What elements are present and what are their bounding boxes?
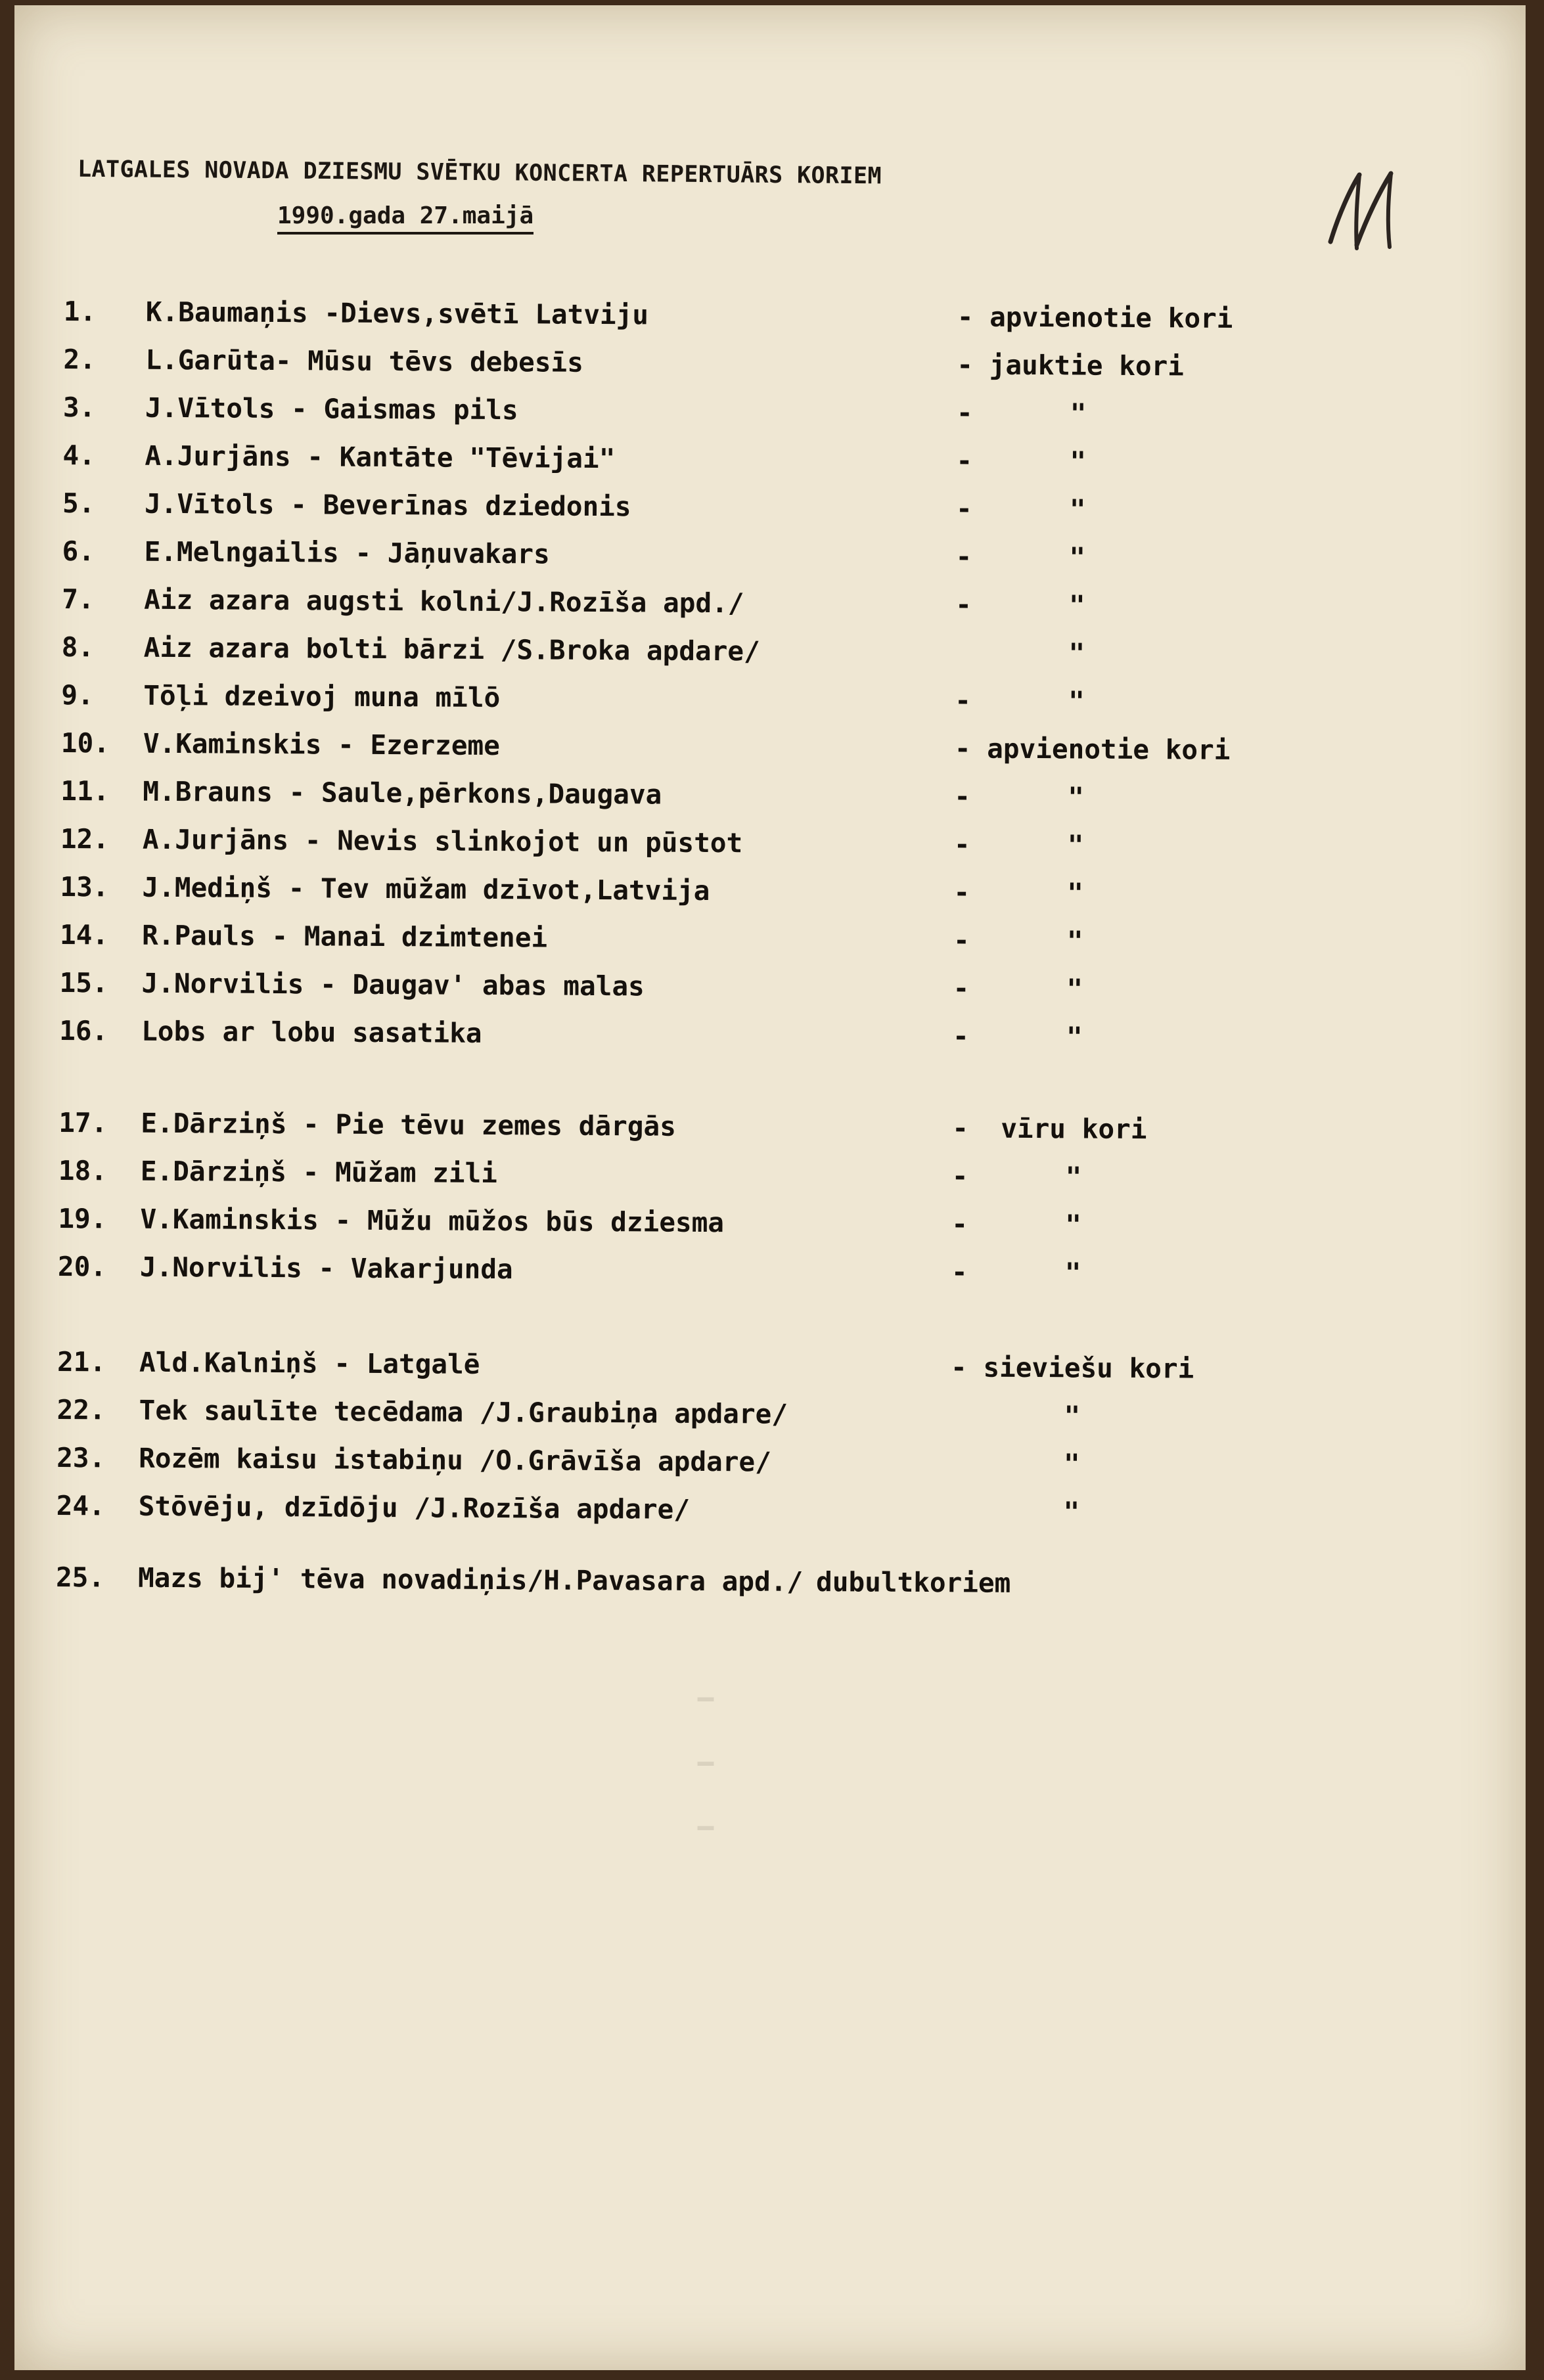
item-choir: "	[949, 1495, 1080, 1528]
item-number: 10.	[60, 727, 110, 759]
item-number: 16.	[59, 1014, 108, 1047]
item-title: Tōļi dzeivoj muna mīlō	[143, 679, 501, 714]
item-number: 1.	[63, 296, 97, 328]
list-item	[58, 1155, 1471, 1211]
list-item	[64, 296, 1476, 352]
item-number: 21.	[57, 1345, 106, 1378]
item-choir: - "	[952, 1020, 1083, 1053]
item-title: Aiz azara augsti kolni/J.Rozīša apd./	[144, 583, 744, 619]
list-item	[61, 631, 1474, 688]
item-title: E.Dārziņš - Pie tēvu zemes dārgās	[141, 1107, 677, 1142]
item-title: A.Jurjāns - Nevis slinkojot un pūstot	[142, 823, 743, 859]
item-choir: - apvienotie kori	[957, 301, 1233, 334]
list-item	[61, 679, 1474, 736]
item-choir: - jauktie kori	[957, 349, 1185, 382]
list-item	[61, 727, 1474, 784]
item-choir: - "	[955, 685, 1085, 717]
item-number: 8.	[61, 631, 95, 663]
item-choir: - "	[953, 876, 1084, 909]
item-number: 14.	[59, 918, 109, 951]
item-title: E.Melngailis - Jāņuvakars	[144, 535, 550, 570]
item-choir: - "	[956, 445, 1087, 478]
bleed-through-marks: ▁ ▁ ▁	[698, 1671, 714, 1830]
item-title: Stōvēju, dzīdōju /J.Rozīša apdare/	[138, 1490, 691, 1525]
item-number: 23.	[57, 1441, 106, 1474]
item-title: A.Jurjāns - Kantāte "Tēvijai"	[145, 439, 616, 475]
item-choir: "	[950, 1399, 1081, 1432]
item-title: Rozēm kaisu istabiņu /O.Grāvīša apdare/	[139, 1442, 772, 1478]
list-item	[60, 871, 1472, 928]
item-choir: - "	[953, 972, 1083, 1005]
list-item	[62, 535, 1474, 592]
item-title: Tek saulīte tecēdama /J.Graubiņa apdare/	[139, 1394, 788, 1430]
list-item	[60, 919, 1472, 976]
item-title: M.Brauns - Saule,pērkons,Daugava	[143, 775, 662, 811]
item-number: 5.	[62, 487, 95, 520]
item-number: 3.	[62, 391, 96, 424]
repertoire-list	[56, 296, 1476, 1618]
item-title	[138, 1562, 1011, 1599]
item-choir: - apvienotie kori	[954, 732, 1231, 766]
item-title: J.Mediņš - Tev mūžam dzīvot,Latvija	[142, 871, 710, 907]
item-number: 12.	[60, 822, 110, 855]
item-number: 24.	[56, 1489, 105, 1522]
item-choir: - "	[953, 924, 1083, 957]
item-number: 7.	[62, 583, 95, 616]
document-page	[14, 5, 1526, 2370]
item-choir: - "	[955, 589, 1085, 621]
item-choir: - "	[951, 1256, 1081, 1289]
item-number: 13.	[60, 870, 109, 903]
item-number: 2.	[63, 343, 96, 376]
list-item	[62, 487, 1475, 544]
item-choir: dubultkoriem	[815, 1566, 1011, 1599]
item-number: 20.	[57, 1250, 107, 1283]
item-title: Aiz azara bolti bārzi /S.Broka apdare/	[143, 631, 760, 667]
list-item	[59, 1015, 1472, 1071]
item-number: 19.	[58, 1202, 107, 1235]
item-choir: - "	[951, 1160, 1082, 1193]
list-item	[63, 392, 1476, 448]
item-title: K.Baumaņis -Dievs,svētī Latviju	[145, 296, 649, 331]
item-title: V.Kaminskis - Ezerzeme	[143, 727, 501, 762]
list-item	[58, 1203, 1470, 1259]
list-item	[57, 1442, 1469, 1498]
list-item	[62, 439, 1475, 496]
item-number: 17.	[58, 1106, 108, 1139]
handwritten-folio-number	[1319, 163, 1417, 261]
item-title: Ald.Kalniņš - Latgalē	[139, 1346, 480, 1380]
list-item	[56, 1490, 1468, 1546]
item-title: J.Norvilis - Vakarjunda	[139, 1251, 513, 1286]
list-item	[58, 1251, 1470, 1307]
list-item	[63, 344, 1476, 400]
item-choir: - "	[955, 541, 1086, 573]
item-number: 25.	[55, 1561, 105, 1594]
item-number: 18.	[58, 1154, 108, 1187]
item-title: V.Kaminskis - Mūžu mūžos būs dziesma	[140, 1203, 725, 1239]
list-item	[62, 583, 1474, 640]
item-number: 9.	[61, 679, 94, 711]
item-title: J.Vītols - Beverīnas dziedonis	[144, 487, 631, 523]
item-number: 22.	[57, 1393, 106, 1426]
document-date: 1990.gada 27.maijā	[277, 202, 534, 235]
item-choir: "	[955, 637, 1085, 669]
item-choir: - "	[951, 1208, 1082, 1241]
item-choir: - "	[956, 397, 1087, 430]
list-item	[57, 1394, 1469, 1450]
item-number: 4.	[62, 439, 96, 472]
item-choir: - "	[953, 828, 1084, 861]
document-title: LATGALES NOVADA DZIESMU SVĒTKU KONCERTA REPERTUĀRS KORIEM	[77, 156, 882, 190]
item-title-text: Mazs bij' tēva novadiņis/H.Pavasara apd./	[137, 1561, 804, 1598]
group-spacer	[57, 1299, 1470, 1355]
item-title: J.Norvilis - Daugav' abas malas	[141, 967, 645, 1002]
item-title: L.Garūta- Mūsu tēvs debesīs	[145, 344, 584, 378]
item-number: 15.	[59, 966, 108, 999]
item-number: 11.	[60, 775, 110, 807]
item-choir: - vīru kori	[952, 1112, 1147, 1146]
item-title: R.Pauls - Manai dzimtenei	[141, 919, 548, 954]
list-item	[60, 775, 1473, 832]
item-number: 6.	[62, 535, 95, 568]
list-item	[59, 967, 1472, 1023]
item-choir: - sieviešu kori	[950, 1351, 1194, 1385]
item-choir: - "	[954, 780, 1084, 813]
item-title: J.Vītols - Gaismas pils	[145, 392, 518, 426]
item-title: E.Dārziņš - Mūžam zili	[140, 1155, 498, 1190]
list-item	[58, 1107, 1471, 1163]
list-item	[56, 1561, 1468, 1618]
item-choir: "	[950, 1447, 1080, 1480]
list-item	[60, 823, 1473, 880]
item-choir: - "	[955, 493, 1086, 526]
list-item	[57, 1346, 1470, 1403]
item-title: Lobs ar lobu sasatika	[141, 1015, 482, 1049]
